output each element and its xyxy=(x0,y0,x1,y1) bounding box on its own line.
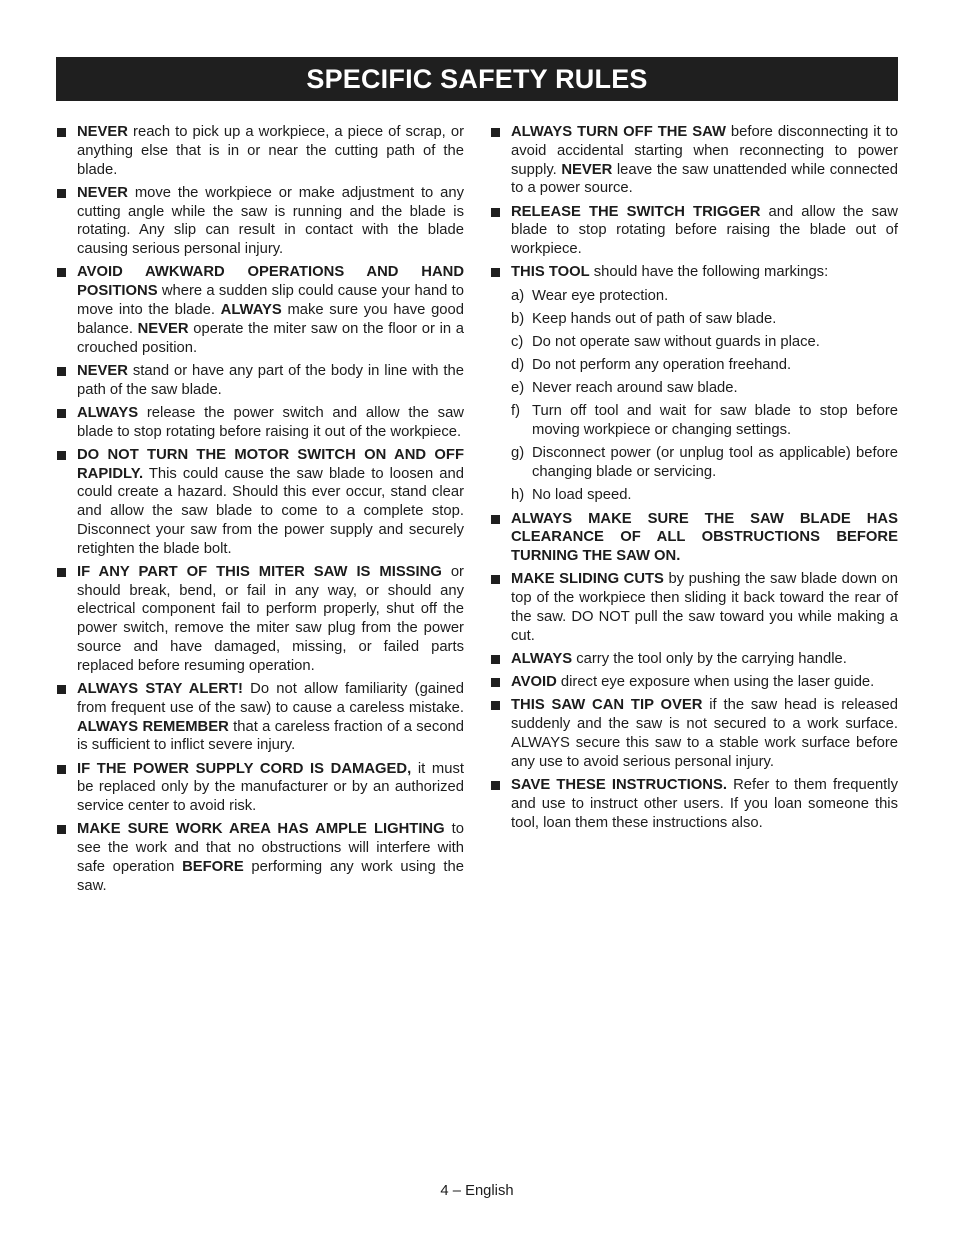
bold-text: THIS SAW CAN TIP OVER xyxy=(511,697,703,714)
bold-text: NEVER xyxy=(561,161,613,178)
body-text: move the workpiece or make adjustment to any cutting angle while the saw is running and the blade is rotating. Any slip can result in contact with the blade causing serious personal injury. xyxy=(77,184,464,258)
marking-item xyxy=(490,310,898,329)
body-text: operate the miter saw on the floor or in a crouched position. xyxy=(77,320,464,356)
bold-text: THIS TOOL xyxy=(511,264,590,281)
bold-text: AVOID xyxy=(511,674,557,691)
safety-rule-item xyxy=(490,570,898,645)
safety-rule-item xyxy=(56,263,464,357)
body-text: make sure you have good balance. xyxy=(77,301,464,337)
square-bullet-icon xyxy=(57,367,66,376)
safety-rule-item xyxy=(56,123,464,179)
marking-label: a) xyxy=(511,287,525,304)
body-text: performing any work using the saw. xyxy=(77,859,464,894)
marking-label: f) xyxy=(511,403,521,420)
bold-text: ALWAYS TURN OFF THE SAW xyxy=(511,124,726,140)
body-text: leave the saw unattended while connected to a power source. xyxy=(511,161,898,197)
safety-rule-item xyxy=(56,820,464,895)
body-text: it must be replaced only by the manufacturer or by an authorized service center to avoid risk. xyxy=(77,760,464,815)
safety-rule-item xyxy=(490,510,898,566)
body-text: where a sudden slip could cause your hand to move into the blade. xyxy=(77,283,464,318)
body-text: Do not allow familiarity (gained from frequent use of the saw) to cause a careless mistake. xyxy=(77,681,465,716)
bold-text: RELEASE THE SWITCH TRIGGER xyxy=(511,203,761,220)
marking-item xyxy=(490,287,898,306)
safety-rule-item xyxy=(490,123,898,198)
page-title: SPECIFIC SAFETY RULES xyxy=(56,57,898,101)
safety-rule-item xyxy=(56,563,464,676)
body-text: carry the tool only by the carrying handle. xyxy=(572,651,847,667)
marking-label: d) xyxy=(511,357,525,374)
bold-text: ALWAYS xyxy=(77,404,139,421)
bold-text: NEVER xyxy=(77,362,128,379)
bold-text: SAVE THESE INSTRUCTIONS. xyxy=(511,776,727,793)
page-footer: 4 – English xyxy=(440,1183,514,1199)
square-bullet-icon xyxy=(57,268,66,277)
left-column xyxy=(56,123,464,900)
square-bullet-icon xyxy=(57,568,66,577)
marking-text: Never reach around saw blade. xyxy=(532,380,738,397)
bold-text: MAKE SLIDING CUTS xyxy=(511,571,664,588)
bold-text: ALWAYS xyxy=(220,301,282,318)
square-bullet-icon xyxy=(491,515,500,524)
bold-text: BEFORE xyxy=(182,859,244,875)
body-text: should have the following markings: xyxy=(589,264,829,281)
marking-label: h) xyxy=(511,487,525,504)
body-text: before disconnecting it to avoid accidental starting when reconnecting to power supply. xyxy=(511,124,898,178)
marking-text: Keep hands out of path of saw blade. xyxy=(532,310,777,327)
body-text: reach to pick up a workpiece, a piece of scrap, or anything else that is in or near the cutting path of the blade. xyxy=(77,124,464,178)
bold-text: NEVER xyxy=(77,184,128,201)
marking-item xyxy=(490,379,898,398)
square-bullet-icon xyxy=(57,685,66,694)
marking-text: No load speed. xyxy=(532,487,632,504)
bold-text: NEVER xyxy=(77,124,128,140)
safety-rule-item xyxy=(56,760,464,816)
square-bullet-icon xyxy=(491,781,500,790)
square-bullet-icon xyxy=(491,678,500,687)
marking-label: e) xyxy=(511,380,525,397)
square-bullet-icon xyxy=(491,655,500,664)
square-bullet-icon xyxy=(491,575,500,584)
bold-text: IF ANY PART OF THIS MITER SAW IS MISSING xyxy=(77,563,442,580)
marking-text: Do not operate saw without guards in place. xyxy=(532,333,820,350)
marking-item xyxy=(490,333,898,352)
safety-rule-item xyxy=(490,203,898,259)
square-bullet-icon xyxy=(57,189,66,198)
body-text: or should break, bend, or fail in any way, or should any electrical component fail to perform properly, shut off the power switch, remove the miter saw plug from the power source and have damaged, missing, or failed parts replaced before resuming operation. xyxy=(77,563,464,674)
body-text: This could cause the saw blade to loosen and could create a hazard. Should this ever occur, stand clear and allow the saw blade to come to a complete stop. Disconnect your saw from the power supply and securely retighten the blade bolt. xyxy=(77,465,464,557)
body-text: stand or have any part of the body in line with the path of the saw blade. xyxy=(77,362,464,398)
body-text: direct eye exposure when using the laser guide. xyxy=(556,674,875,691)
bold-text: NEVER xyxy=(137,320,189,337)
marking-item xyxy=(490,486,898,505)
bold-text: IF THE POWER SUPPLY CORD IS DAMAGED, xyxy=(77,760,412,777)
safety-rule-item xyxy=(490,776,898,832)
safety-rule-item xyxy=(56,404,464,442)
marking-item xyxy=(490,402,898,440)
safety-rule-item xyxy=(490,650,898,669)
marking-text: Wear eye protection. xyxy=(532,287,669,304)
marking-text: Do not perform any operation freehand. xyxy=(532,357,792,374)
marking-text: Disconnect power (or unplug tool as applicable) before changing blade or servicing. xyxy=(532,445,898,481)
square-bullet-icon xyxy=(57,409,66,418)
marking-text: Turn off tool and wait for saw blade to stop before moving workpiece or changing settings. xyxy=(532,403,898,439)
marking-label: g) xyxy=(511,445,525,462)
marking-item xyxy=(490,356,898,375)
body-text: if the saw head is released suddenly and the saw is not secured to a work surface. ALWAYS secure this saw to a stable work surface before any use to avoid serious personal injury. xyxy=(511,697,898,770)
body-text: release the power switch and allow the saw blade to stop rotating before raising it out of the workpiece. xyxy=(77,404,464,440)
square-bullet-icon xyxy=(57,825,66,834)
square-bullet-icon xyxy=(491,128,500,137)
safety-rule-item xyxy=(56,680,464,755)
body-text: Refer to them frequently and use to instruct other users. If you loan someone this tool, loan them these instructions also. xyxy=(511,776,898,831)
square-bullet-icon xyxy=(57,451,66,460)
bold-text: ALWAYS STAY ALERT! xyxy=(77,681,243,698)
safety-rule-item xyxy=(56,446,464,559)
marking-item xyxy=(490,444,898,482)
square-bullet-icon xyxy=(491,701,500,710)
body-text: by pushing the saw blade down on top of the workpiece then sliding it back toward the rear of the saw. DO NOT pull the saw toward you while making a cut. xyxy=(511,571,898,644)
right-column xyxy=(490,123,898,837)
safety-rule-item xyxy=(490,263,898,282)
body-text: that a careless fraction of a second is sufficient to inflict severe injury. xyxy=(77,718,465,754)
safety-rule-item xyxy=(56,184,464,259)
bold-text: MAKE SURE WORK AREA HAS AMPLE LIGHTING xyxy=(77,821,445,838)
square-bullet-icon xyxy=(57,128,66,137)
body-text: and allow the saw blade to stop rotating before raising the blade out of workpiece. xyxy=(511,203,898,258)
bold-text: DO NOT TURN THE MOTOR SWITCH ON AND OFF RAPIDLY. xyxy=(77,446,464,482)
square-bullet-icon xyxy=(57,765,66,774)
bold-text: ALWAYS REMEMBER xyxy=(77,718,229,735)
body-text: to see the work and that no obstructions will interfere with safe operation xyxy=(77,821,464,875)
bold-text: AVOID AWKWARD OPERATIONS AND HAND POSITIONS xyxy=(77,264,464,300)
square-bullet-icon xyxy=(491,268,500,277)
safety-rule-item xyxy=(56,362,464,400)
marking-label: c) xyxy=(511,333,524,350)
bold-text: ALWAYS MAKE SURE THE SAW BLADE HAS CLEARANCE OF ALL OBSTRUCTIONS BEFORE TURNING THE SAW ON. xyxy=(511,510,898,565)
marking-label: b) xyxy=(511,310,525,327)
safety-rule-item xyxy=(490,696,898,771)
square-bullet-icon xyxy=(491,208,500,217)
safety-rule-item xyxy=(490,673,898,692)
bold-text: ALWAYS xyxy=(511,651,573,667)
